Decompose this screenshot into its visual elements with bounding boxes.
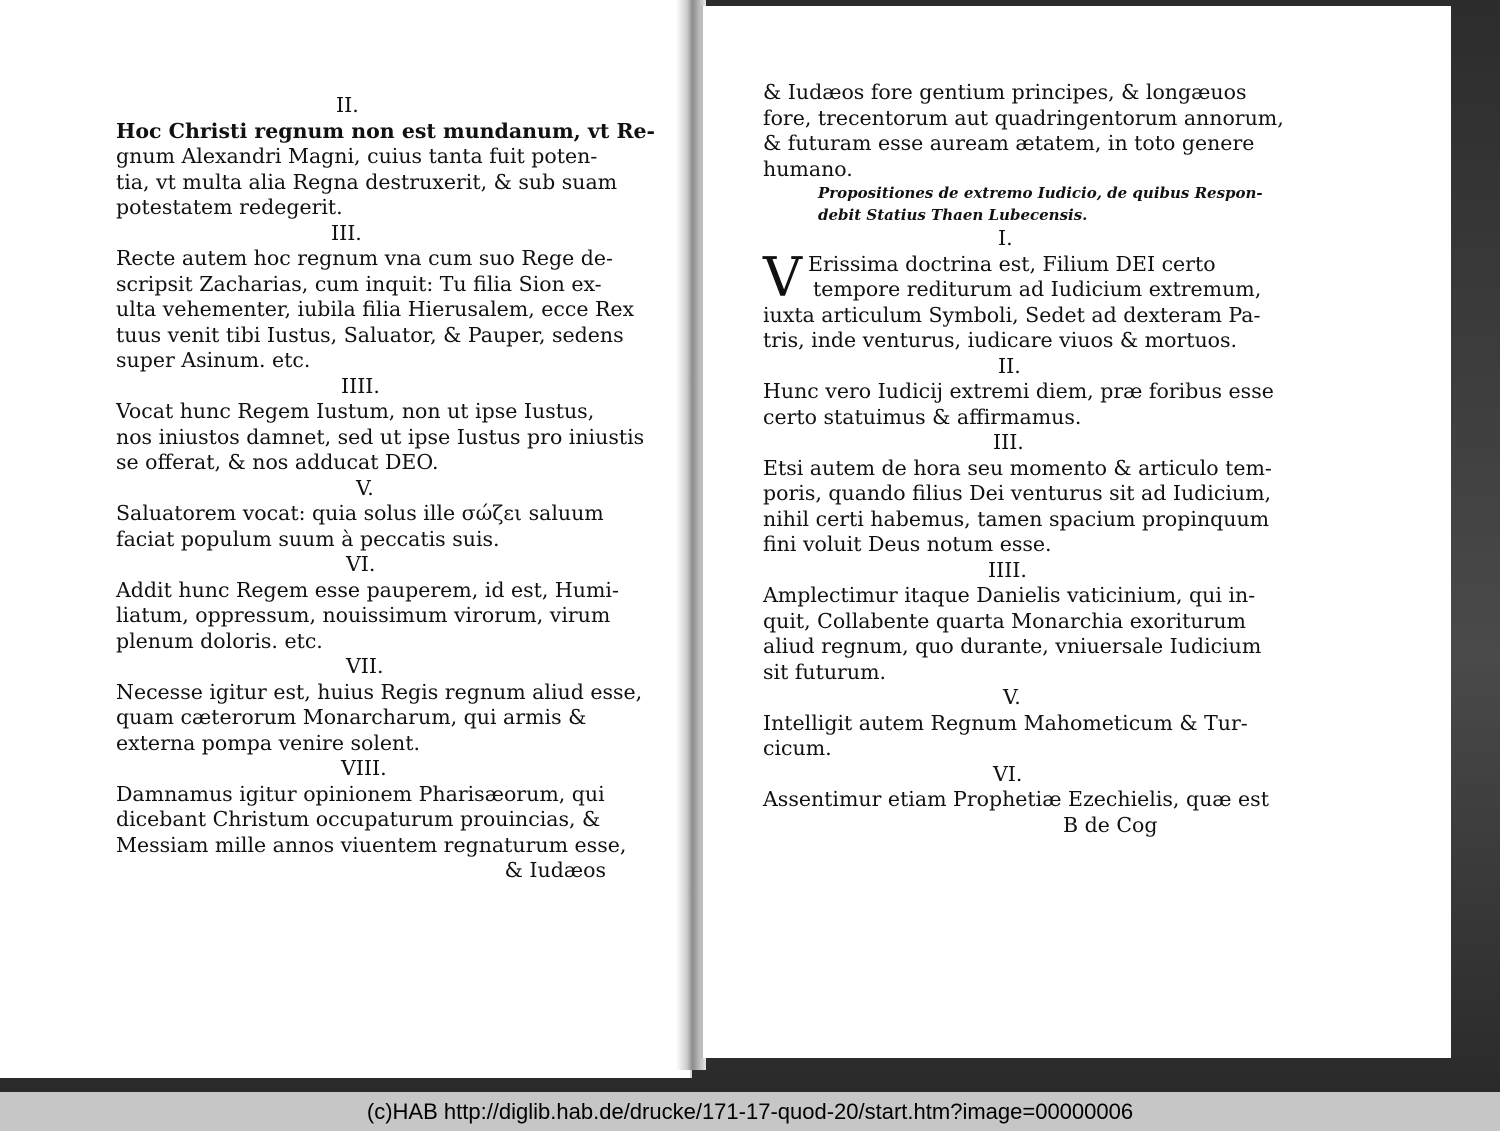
left-page-text bbox=[116, 93, 656, 884]
section-number: VI. bbox=[993, 761, 1023, 786]
text-line: nihil certi habemus, tamen spacium propinquum bbox=[763, 506, 1270, 531]
text-line: tempore rediturum ad Iudicium extremum, bbox=[813, 277, 1262, 301]
section-number: II. bbox=[998, 353, 1021, 378]
section-number: VIII. bbox=[341, 756, 387, 780]
text-line: se offerat, & nos adducat DEO. bbox=[116, 450, 439, 474]
text-line: poris, quando filius Dei venturus sit ad Iudicium, bbox=[763, 481, 1272, 505]
section-number: III. bbox=[993, 430, 1024, 454]
text-line: gnum Alexandri Magni, cuius tanta fuit poten- bbox=[116, 144, 598, 168]
right-page bbox=[700, 6, 1451, 1058]
text-line: ulta vehementer, iubila filia Hierusalem, ecce Rex bbox=[116, 297, 635, 321]
text-line: Recte autem hoc regnum vna cum suo Rege de- bbox=[116, 246, 613, 270]
text-line: Necesse igitur est, huius Regis regnum aliud esse, bbox=[116, 679, 643, 704]
text-line: Amplectimur itaque Danielis vaticinium, qui in- bbox=[763, 583, 1256, 607]
text-line: humano. bbox=[763, 156, 853, 181]
propositions-heading: debit Statius Thaen Lubecensis. bbox=[818, 206, 1088, 224]
text-line: Vocat hunc Regem Iustum, non ut ipse Iustus, bbox=[116, 399, 595, 423]
text-line: quam cæterorum Monarcharum, qui armis & bbox=[116, 705, 587, 729]
text-line: super Asinum. etc. bbox=[116, 348, 311, 372]
section-number: II. bbox=[336, 93, 359, 117]
text-line: fini voluit Deus notum esse. bbox=[763, 532, 1052, 556]
text-line: & Iudæos fore gentium principes, & longæuos bbox=[763, 80, 1247, 104]
right-page-text bbox=[763, 80, 1284, 838]
section-number: V. bbox=[1003, 685, 1021, 709]
text-line: cicum. bbox=[763, 736, 832, 760]
text-line: Messiam mille annos viuentem regnaturum esse, bbox=[116, 832, 627, 857]
propositions-heading: Propositiones de extremo Iudicio, de quibus Respon- bbox=[818, 184, 1263, 202]
text-line: Addit hunc Regem esse pauperem, id est, Humi- bbox=[116, 577, 619, 602]
text-line: tia, vt multa alia Regna destruxerit, & sub suam bbox=[116, 169, 618, 194]
text-line: tris, inde venturus, iudicare viuos & mortuos. bbox=[763, 328, 1238, 352]
text-line: certo statuimus & affirmamus. bbox=[763, 404, 1082, 429]
text-line: B de Cog bbox=[1063, 812, 1158, 837]
text-line: & futuram esse auream ætatem, in toto genere bbox=[763, 131, 1255, 155]
text-line: plenum doloris. etc. bbox=[116, 628, 323, 653]
text-line: sit futurum. bbox=[763, 659, 887, 684]
text-line: Damnamus igitur opinionem Pharisæorum, qui bbox=[116, 781, 605, 806]
text-line: potestatem redegerit. bbox=[116, 195, 343, 219]
text-line: quit, Collabente quarta Monarchia exoriturum bbox=[763, 608, 1246, 633]
section-number: VII. bbox=[346, 654, 384, 678]
text-line: dicebant Christum occupaturum prouincias, & bbox=[116, 807, 601, 831]
text-line: Hoc Christi regnum non est mundanum, vt Re- bbox=[116, 118, 656, 143]
text-line: iuxta articulum Symboli, Sedet ad dexteram Pa- bbox=[763, 302, 1261, 327]
text-line: aliud regnum, quo durante, vniuersale Iudicium bbox=[763, 634, 1262, 658]
text-line: Assentimur etiam Prophetiæ Ezechielis, quæ est bbox=[763, 787, 1269, 811]
copyright-footer bbox=[0, 1092, 1500, 1131]
text-line: faciat populum suum à peccatis suis. bbox=[116, 526, 500, 551]
footer-text: (c)HAB http://diglib.hab.de/drucke/171-17-quod-20/start.htm?image=00000006 bbox=[366, 1098, 1134, 1124]
text-line: externa pompa venire solent. bbox=[116, 730, 420, 755]
text-line: nos iniustos damnet, sed ut ipse Iustus pro iniustis bbox=[116, 424, 645, 449]
text-line: liatum, oppressum, nouissimum virorum, virum bbox=[116, 603, 611, 627]
section-number: VI. bbox=[346, 552, 376, 576]
text-line: tuus venit tibi Iustus, Saluator, & Pauper, sedens bbox=[116, 322, 624, 347]
text-line: Saluatorem vocat: quia solus ille σώζει saluum bbox=[116, 501, 604, 525]
text-line: Etsi autem de hora seu momento & articulo tem- bbox=[763, 455, 1272, 480]
catchword: & Iudæos bbox=[504, 858, 606, 882]
section-number: IIII. bbox=[988, 557, 1027, 582]
drop-cap: V bbox=[763, 245, 802, 309]
text-line: Hunc vero Iudicij extremi diem, præ foribus esse bbox=[763, 379, 1274, 403]
section-number: V. bbox=[356, 475, 374, 500]
section-number: III. bbox=[331, 220, 362, 245]
text-line-body: Erissima doctrina est, Filium DEI certo bbox=[808, 251, 1216, 276]
text-line: scripsit Zacharias, cum inquit: Tu filia Sion ex- bbox=[116, 271, 602, 296]
left-page bbox=[0, 0, 692, 1078]
section-number: I. bbox=[998, 226, 1013, 250]
section-number: IIII. bbox=[341, 373, 380, 398]
text-line: Intelligit autem Regnum Mahometicum & Tur- bbox=[763, 710, 1248, 735]
text-line: fore, trecentorum aut quadringentorum annorum, bbox=[763, 105, 1284, 130]
